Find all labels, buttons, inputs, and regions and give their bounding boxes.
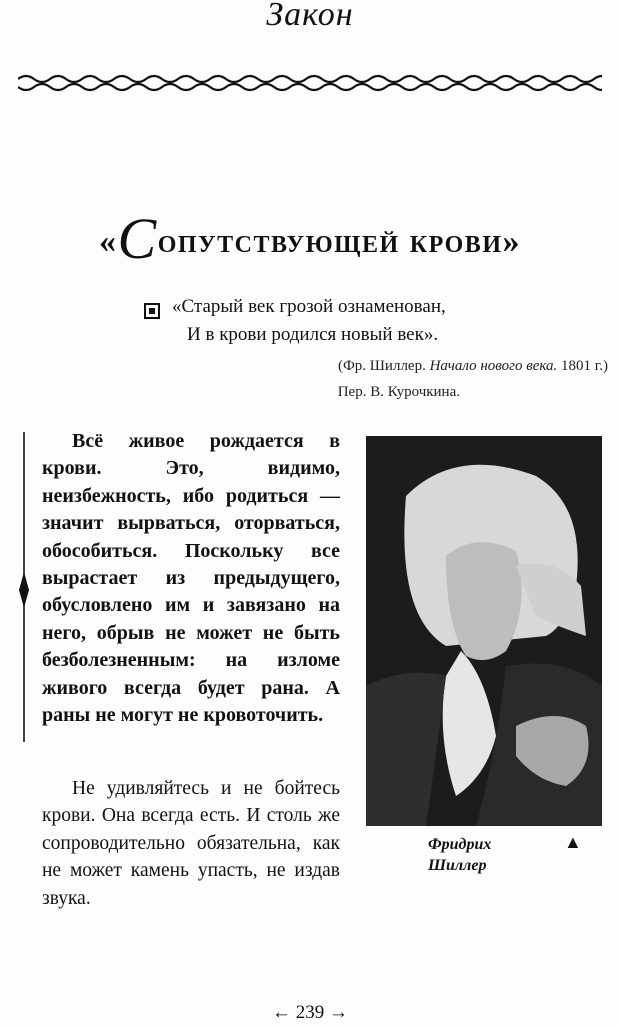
epigraph-source xyxy=(338,358,608,375)
portrait-image xyxy=(366,436,602,826)
source-suffix: 1801 г.) xyxy=(557,358,608,374)
epigraph-line-1: «Старый век грозой ознаменован, xyxy=(172,296,446,317)
epigraph-line-2: И в крови родился новый век». xyxy=(187,324,439,345)
figure-caption xyxy=(428,834,491,876)
source-work: Начало нового века. xyxy=(429,358,558,374)
body-paragraph: Не удивляйтесь и не бойтесь крови. Она всегда есть. И столь же сопроводительно обязательна, как не может камень упасть, не издав звука. xyxy=(42,778,340,909)
caption-line-1: Фридрих xyxy=(428,836,492,853)
triangle-up-icon: ▲ xyxy=(564,832,582,852)
caption-line-2: Шиллер xyxy=(428,857,487,874)
title-open-quote: « xyxy=(99,223,118,260)
title-rest: опутствующей крови xyxy=(157,223,503,260)
running-header: Закон xyxy=(266,0,354,33)
wavy-divider xyxy=(18,70,602,98)
bold-paragraph: Всё живое рождается в крови. Это, видимо, неизбежность, ибо родиться — значит вырваться, оторваться, обособиться. Поскольку все вырастает из предыдущего, обусловлено им и завязано на него, обрыв не может не быть безболезненным: на изломе живого всегда будет рана. А раны не могут не кровоточить. xyxy=(42,430,340,727)
title-initial: С xyxy=(117,206,158,271)
chapter-title xyxy=(0,205,620,272)
epigraph-translator: Пер. В. Курочкина. xyxy=(337,384,460,400)
page-number: 239 xyxy=(295,1002,325,1023)
arrow-right-icon: → xyxy=(329,1002,348,1023)
square-bullet-icon xyxy=(144,303,160,319)
wave-line xyxy=(18,76,602,82)
page-number-footer xyxy=(0,1002,620,1024)
source-prefix: (Фр. Шиллер. xyxy=(337,358,430,374)
vertical-rule-ornament xyxy=(14,432,34,742)
wave-line xyxy=(18,84,602,90)
title-close-quote: » xyxy=(502,223,521,260)
arrow-left-icon: ← xyxy=(272,1002,291,1023)
